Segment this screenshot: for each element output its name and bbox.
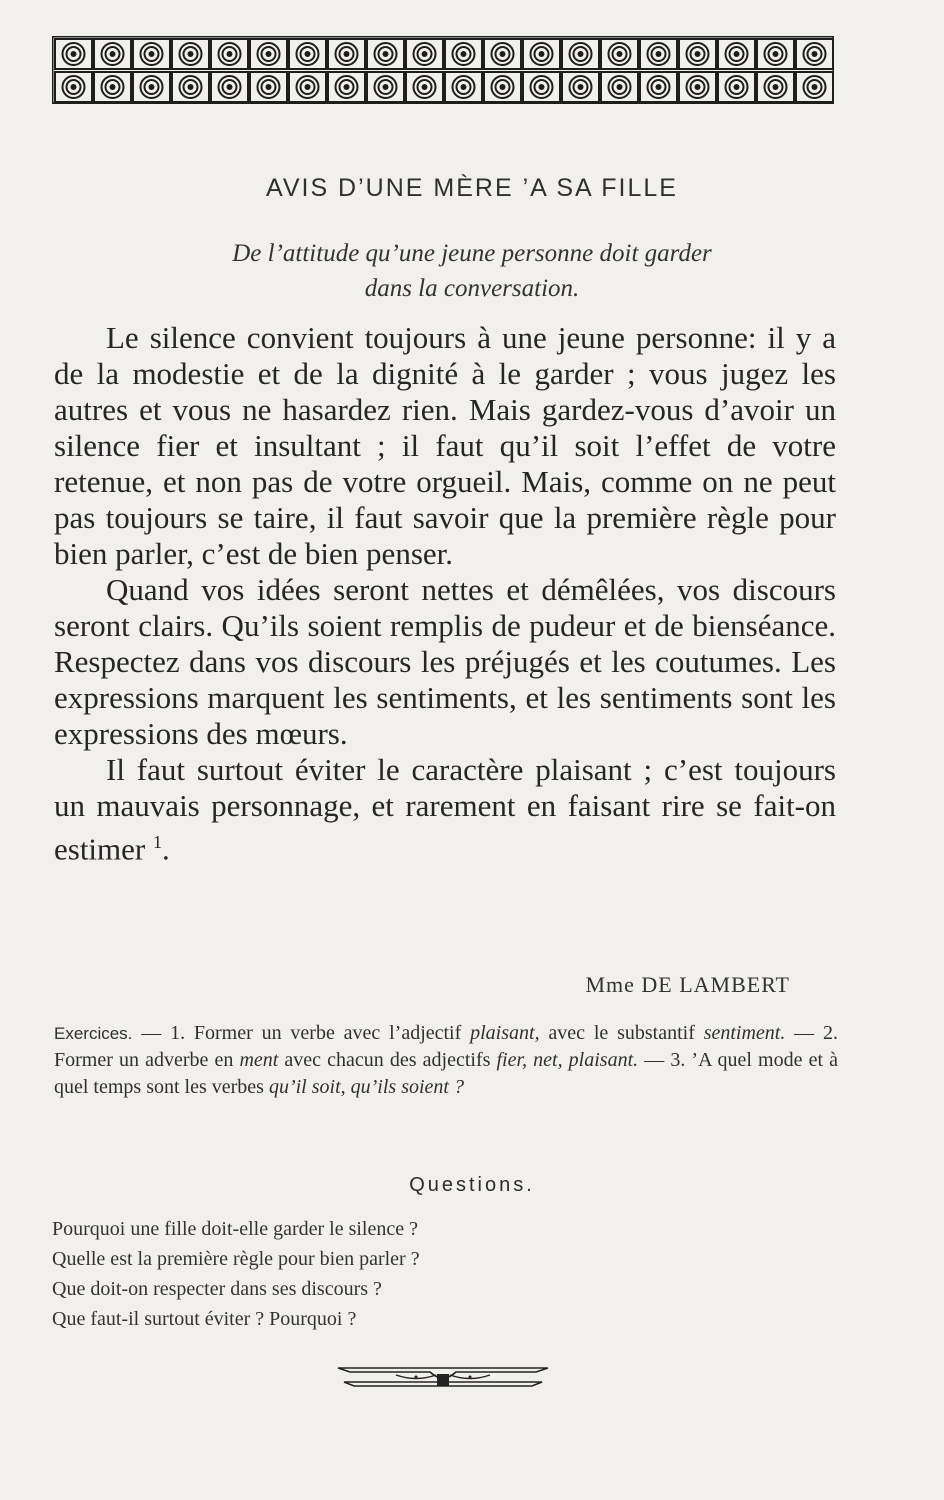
main-text: [54, 320, 836, 867]
paragraph-2: Quand vos idées seront nettes et démêlées, vos discours seront clairs. Qu’ils soient remplis de pudeur et de bienséance. Respectez dans vos discours les préjugés et les coutumes. Les expressions marquent les sentiments, et les sentiments sont les expressions des mœurs.: [54, 572, 836, 751]
question-item: Que doit-on respecter dans ses discours ?: [52, 1278, 382, 1300]
paragraph-3-text: Il faut surtout éviter le caractère plaisant ; c’est toujours un mauvais personnage, et rarement en faisant rire se fait-on estimer: [54, 752, 836, 867]
tailpiece-ornament-icon: [336, 1362, 550, 1390]
exercise-text: avec le substantif: [539, 1022, 704, 1044]
question-item: Quelle est la première règle pour bien parler ?: [52, 1248, 420, 1270]
questions-list: [52, 1214, 852, 1334]
exercise-italic: plaisant,: [470, 1022, 540, 1044]
exercise-italic: qu’il soit, qu’ils soient ?: [268, 1076, 464, 1098]
exercise-italic: fier, net, plaisant.: [496, 1049, 639, 1071]
exercises: [54, 1020, 838, 1101]
subtitle-line-2: dans la conversation.: [364, 275, 580, 302]
exercise-text: — 3. ’A quel mode et à quel temps sont les verbes: [54, 1049, 838, 1098]
paragraph-1: Le silence convient toujours à une jeune personne: il y a de la modestie et de la dignité à le garder ; vous jugez les autres et vous ne hasardez rien. Mais gardez-vous d’avoir un silence fier et insultant ; il faut qu’il soit l’effet de votre retenue, et non pas de votre orgueil. Mais, comme on ne peut pas toujours se taire, il faut savoir que la première règle pour bien parler, c’est de bien penser.: [54, 320, 836, 571]
exercise-text: avec chacun des adjectifs: [278, 1049, 497, 1071]
question-item: Pourquoi une fille doit-elle garder le silence ?: [52, 1218, 418, 1240]
exercise-italic: ment: [239, 1049, 279, 1071]
spiral-border-icon: [52, 36, 834, 104]
page-title: AVIS D’UNE MÈRE ’A SA FILLE: [266, 174, 678, 202]
exercises-label: Exercices.: [54, 1024, 133, 1043]
subtitle: [0, 236, 944, 306]
subtitle-line-1: De l’attitude qu’une jeune personne doit garder: [232, 240, 712, 267]
author-signature: Mme DE LAMBERT: [585, 972, 790, 997]
footnote-mark: 1: [153, 832, 162, 852]
exercise-text: — 1. Former un verbe avec l’adjectif: [132, 1022, 471, 1044]
exercise-italic: sentiment.: [703, 1022, 786, 1044]
paragraph-3: Il faut surtout éviter le caractère plaisant ; c’est toujours un mauvais personnage, et rarement en faisant rire se fait-on estimer $^1$.: [54, 752, 836, 867]
exercise-text: — 2. Former un adverbe en: [54, 1022, 839, 1071]
question-item: Que faut-il surtout éviter ? Pourquoi ?: [52, 1308, 357, 1330]
questions-heading: Questions.: [409, 1174, 535, 1196]
